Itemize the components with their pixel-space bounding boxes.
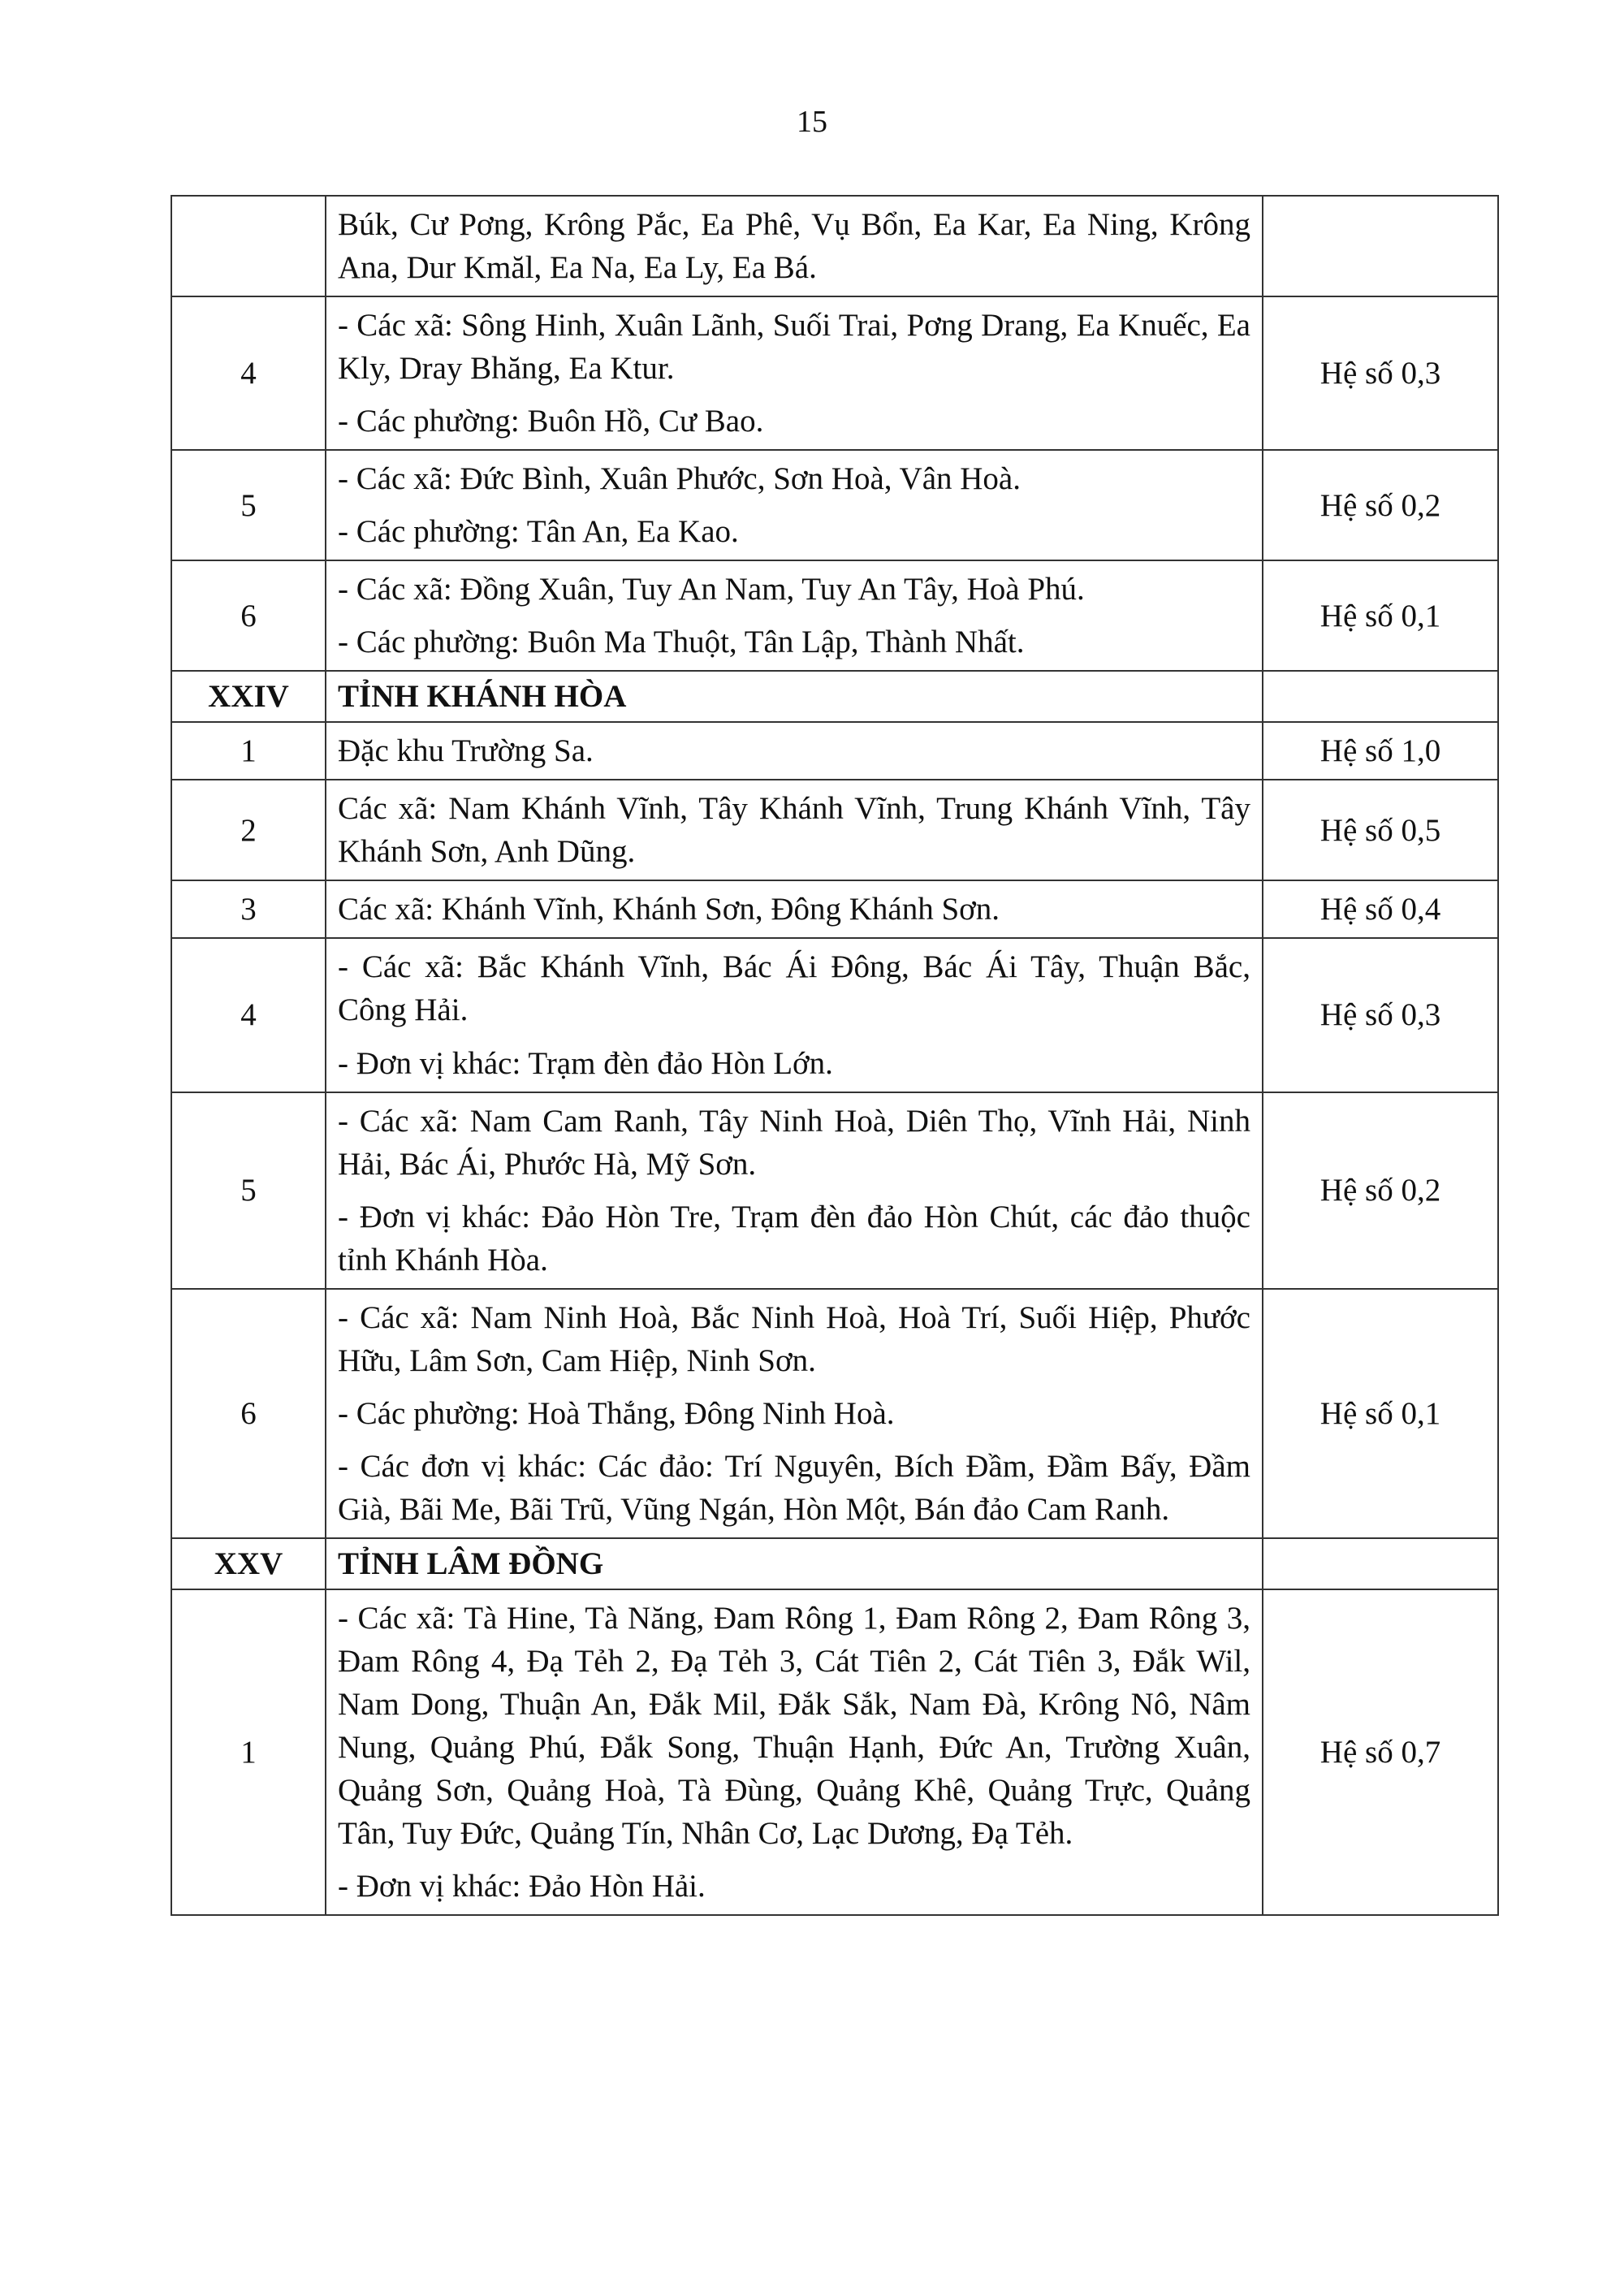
- area-line: TỈNH LÂM ĐỒNG: [338, 1546, 604, 1581]
- coefficient: Hệ số 0,5: [1263, 780, 1498, 880]
- area-line: - Các phường: Buôn Ma Thuột, Tân Lập, Thành Nhất.: [338, 625, 1025, 660]
- page-number: 15: [797, 105, 827, 139]
- area-list: [326, 722, 1263, 780]
- coefficient: Hệ số 0,2: [1263, 450, 1498, 560]
- area-list: [326, 196, 1263, 296]
- area-list: [326, 880, 1263, 938]
- coefficient: [1263, 671, 1498, 722]
- area-line: Đặc khu Trường Sa.: [338, 733, 594, 769]
- table-row: [171, 1092, 1498, 1289]
- area-line: - Các phường: Tân An, Ea Kao.: [338, 514, 739, 550]
- coefficient: Hệ số 1,0: [1263, 722, 1498, 780]
- area-line: - Đơn vị khác: Đảo Hòn Hải.: [338, 1869, 706, 1904]
- province-name: [326, 1538, 1263, 1589]
- area-line: Búk, Cư Pơng, Krông Pắc, Ea Phê, Vụ Bổn, Ea Kar, Ea Ning, Krông Ana, Dur Kmăl, Ea Na, Ea Ly, Ea Bá.: [338, 207, 1250, 286]
- area-line: Các xã: Nam Khánh Vĩnh, Tây Khánh Vĩnh, Trung Khánh Vĩnh, Tây Khánh Sơn, Anh Dũng.: [338, 791, 1250, 870]
- area-list: [326, 1092, 1263, 1289]
- coefficient: Hệ số 0,3: [1263, 938, 1498, 1092]
- table-row: [171, 560, 1498, 671]
- row-number: [171, 196, 326, 296]
- table-row: [171, 450, 1498, 560]
- row-number: 6: [171, 560, 326, 671]
- province-name: [326, 671, 1263, 722]
- area-list: [326, 296, 1263, 450]
- area-line: - Các phường: Buôn Hồ, Cư Bao.: [338, 404, 764, 439]
- table-row: [171, 296, 1498, 450]
- coefficient: Hệ số 0,4: [1263, 880, 1498, 938]
- area-line: Các xã: Khánh Vĩnh, Khánh Sơn, Đông Khánh Sơn.: [338, 892, 1000, 927]
- area-line: - Các phường: Hoà Thắng, Đông Ninh Hoà.: [338, 1395, 895, 1431]
- table-row: [171, 1289, 1498, 1538]
- table-row: [171, 196, 1498, 296]
- row-number: 1: [171, 1589, 326, 1915]
- region-coefficient-table: [171, 195, 1499, 1916]
- area-line: - Các đơn vị khác: Các đảo: Trí Nguyên, Bích Đầm, Đầm Bấy, Đầm Già, Bãi Me, Bãi Trũ, Vũng Ngán, Hòn Một, Bán đảo Cam Ranh.: [338, 1448, 1250, 1527]
- row-number: 2: [171, 780, 326, 880]
- area-line: - Các xã: Sông Hinh, Xuân Lãnh, Suối Trai, Pơng Drang, Ea Knuếc, Ea Kly, Dray Bhăng, Ea Ktur.: [338, 308, 1250, 387]
- section-number: XXIV: [171, 671, 326, 722]
- coefficient: [1263, 1538, 1498, 1589]
- area-list: [326, 938, 1263, 1092]
- area-line: - Các xã: Đức Bình, Xuân Phước, Sơn Hoà, Vân Hoà.: [338, 461, 1021, 497]
- area-line: - Đơn vị khác: Đảo Hòn Tre, Trạm đèn đảo Hòn Chút, các đảo thuộc tỉnh Khánh Hòa.: [338, 1199, 1250, 1278]
- area-list: [326, 560, 1263, 671]
- table-row: [171, 938, 1498, 1092]
- table-row: [171, 722, 1498, 780]
- section-row: [171, 1538, 1498, 1589]
- section-row: [171, 671, 1498, 722]
- area-line: - Các xã: Tà Hine, Tà Năng, Đam Rông 1, Đam Rông 2, Đam Rông 3, Đam Rông 4, Đạ Tẻh 2, Đạ Tẻh 3, Cát Tiên 2, Cát Tiên 3, Đắk Wil, Nam Dong, Thuận An, Đắk Mil, Đắk Sắk, Nam Đà, Krông Nô, Nâm Nung, Quảng Phú, Đắk Song, Thuận Hạnh, Đức An, Trường Xuân, Quảng Sơn, Quảng Hoà, Tà Đùng, Quảng Khê, Quảng Trực, Quảng Tân, Tuy Đức, Quảng Tín, Nhân Cơ, Lạc Dương, Đạ Tẻh.: [338, 1600, 1250, 1851]
- area-line: - Các xã: Đồng Xuân, Tuy An Nam, Tuy An Tây, Hoà Phú.: [338, 572, 1085, 607]
- table-body: [171, 196, 1498, 1915]
- row-number: 1: [171, 722, 326, 780]
- row-number: 3: [171, 880, 326, 938]
- area-line: - Các xã: Bắc Khánh Vĩnh, Bác Ái Đông, Bác Ái Tây, Thuận Bắc, Công Hải.: [338, 949, 1250, 1028]
- table-row: [171, 1589, 1498, 1915]
- coefficient: Hệ số 0,2: [1263, 1092, 1498, 1289]
- coefficient: Hệ số 0,1: [1263, 560, 1498, 671]
- row-number: 4: [171, 938, 326, 1092]
- area-line: - Các xã: Nam Cam Ranh, Tây Ninh Hoà, Diên Thọ, Vĩnh Hải, Ninh Hải, Bác Ái, Phước Hà, Mỹ Sơn.: [338, 1103, 1250, 1182]
- table-row: [171, 780, 1498, 880]
- section-number: XXV: [171, 1538, 326, 1589]
- row-number: 5: [171, 450, 326, 560]
- row-number: 5: [171, 1092, 326, 1289]
- area-list: [326, 780, 1263, 880]
- area-list: [326, 450, 1263, 560]
- row-number: 4: [171, 296, 326, 450]
- coefficient: Hệ số 0,7: [1263, 1589, 1498, 1915]
- area-list: [326, 1289, 1263, 1538]
- area-list: [326, 1589, 1263, 1915]
- row-number: 6: [171, 1289, 326, 1538]
- area-line: TỈNH KHÁNH HÒA: [338, 679, 627, 715]
- table-row: [171, 880, 1498, 938]
- area-line: - Đơn vị khác: Trạm đèn đảo Hòn Lớn.: [338, 1045, 833, 1081]
- coefficient: Hệ số 0,3: [1263, 296, 1498, 450]
- coefficient: Hệ số 0,1: [1263, 1289, 1498, 1538]
- coefficient: [1263, 196, 1498, 296]
- area-line: - Các xã: Nam Ninh Hoà, Bắc Ninh Hoà, Hoà Trí, Suối Hiệp, Phước Hữu, Lâm Sơn, Cam Hiệp, Ninh Sơn.: [338, 1299, 1250, 1378]
